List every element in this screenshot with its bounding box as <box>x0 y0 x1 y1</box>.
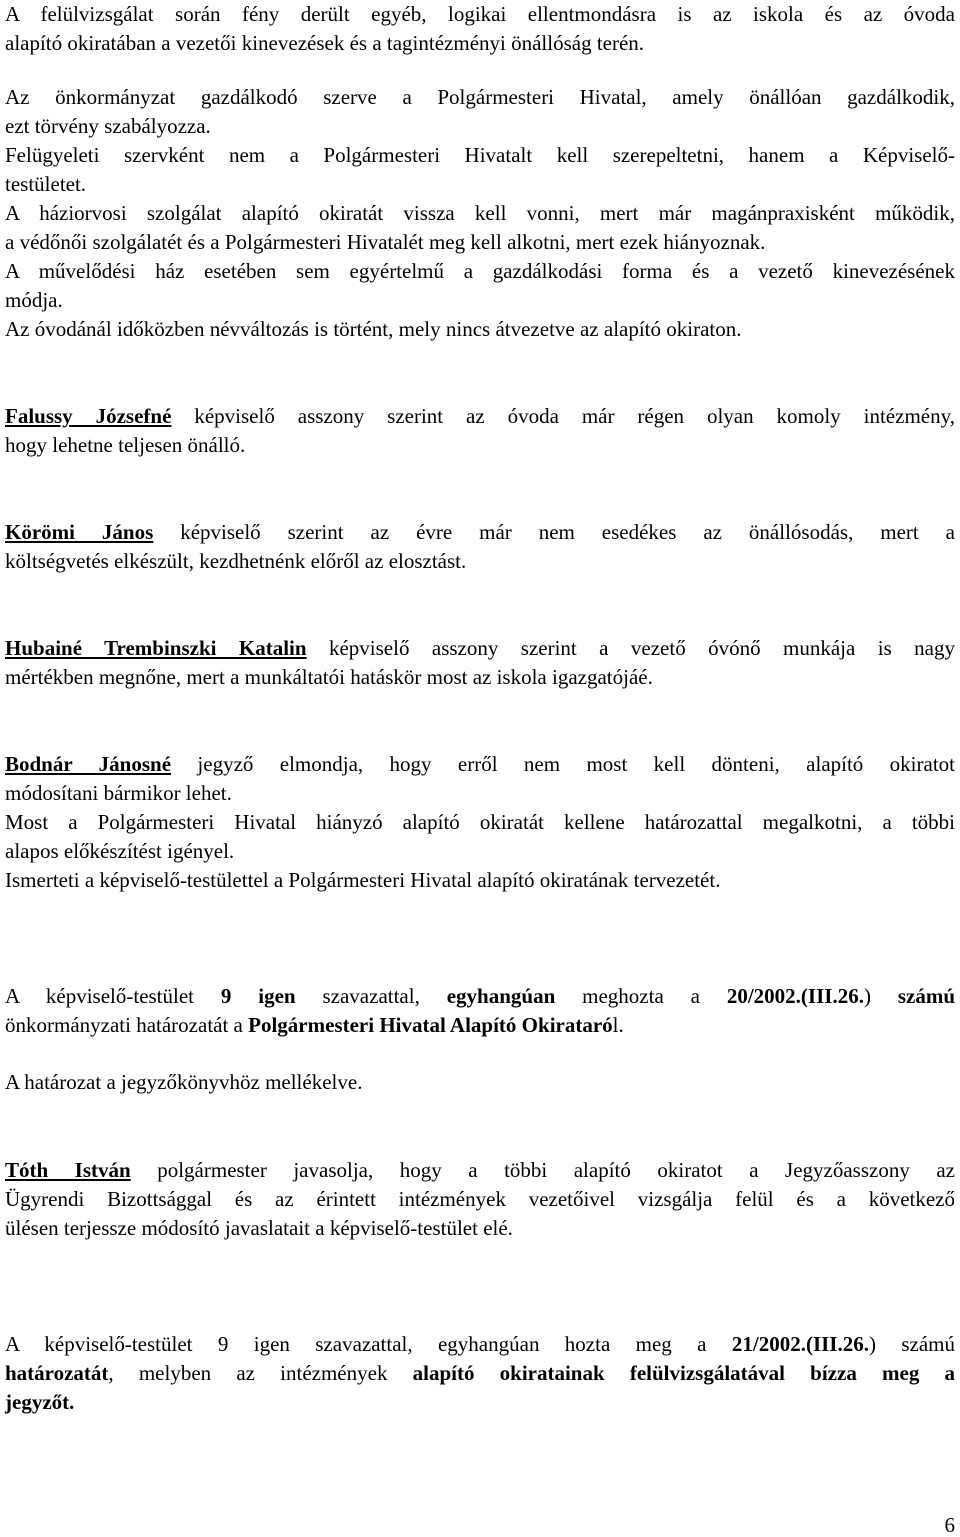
decision-2-line <box>5 1359 955 1388</box>
decision-bold: 9 igen <box>220 984 296 1008</box>
annex-note: A határozat a jegyzőkönyvhöz mellékelve. <box>5 1070 363 1094</box>
paragraph-text: jegyző elmondja, hogy erről nem most kell dönteni, alapító okiratot <box>171 752 955 776</box>
text-line: A művelődési ház esetében sem egyértelmű a gazdálkodási forma és a vezető kinevezésének <box>5 259 955 283</box>
paragraph-bodnar-line: Ismerteti a képviselő-testülettel a Polgármesteri Hivatal alapító okiratának tervezetét. <box>5 868 721 892</box>
text-line: a védőnői szolgálatét és a Polgármesteri Hivatalét meg kell alkotni, mert ezek hiányoznak. <box>5 230 766 254</box>
paragraph-text: képviselő asszony szerint a vezető óvónő munkája is nagy <box>306 636 955 660</box>
paragraph-toth-line: Ügyrendi Bizottsággal és az érintett intézmények vezetőivel vizsgálja felül és a következő <box>5 1187 955 1211</box>
decision-bold: jegyzőt. <box>5 1390 75 1414</box>
decision-bold: számú <box>897 984 955 1008</box>
paragraph-text: polgármester javasolja, hogy a többi alapító okiratot a Jegyzőasszony az <box>130 1158 955 1182</box>
decision-1-line <box>5 1011 955 1040</box>
decision-number: 20/2002.(III.26. <box>726 984 864 1008</box>
paragraph-koromi-line: költségvetés elkészült, kezdhetnénk előről az elosztást. <box>5 549 467 573</box>
paragraph-koromi-line <box>5 518 955 547</box>
decision-bold: Polgármesteri Hivatal Alapító Okirataró <box>248 1013 613 1037</box>
text-line: A felülvizsgálat során fény derült egyéb, logikai ellentmondásra is az iskola és az óvoda <box>5 2 955 26</box>
text-line: Felügyeleti szervként nem a Polgármesteri Hivatalt kell szerepeltetni, hanem a Képviselő- <box>5 143 955 167</box>
text-line: alapító okiratában a vezetői kinevezések és a tagintézményi önállóság terén. <box>5 31 645 55</box>
paragraph-toth-line: ülésen terjessze módosító javaslatait a képviselő-testület elé. <box>5 1216 513 1240</box>
speaker-name: Falussy Józsefné <box>5 404 172 428</box>
text-line: Az óvodánál időközben névváltozás is történt, mely nincs átvezetve az alapító okiraton. <box>5 317 742 341</box>
paragraph-bodnar-line: módosítani bármikor lehet. <box>5 781 232 805</box>
paragraph-falussy-line <box>5 402 955 431</box>
speaker-name: Tóth István <box>5 1158 131 1182</box>
decision-bold: egyhangúan <box>446 984 556 1008</box>
text-line: A háziorvosi szolgálat alapító okiratát vissza kell vonni, mert már magánpraxisként működik, <box>5 201 955 225</box>
decision-bold: határozatát <box>5 1361 109 1385</box>
speaker-name: Hubainé Trembinszki Katalin <box>5 636 307 660</box>
text-line: Az önkormányzat gazdálkodó szerve a Polgármesteri Hivatal, amely önállóan gazdálkodik, <box>5 85 955 109</box>
text-line: módja. <box>5 288 63 312</box>
decision-text: A képviselő-testület 9 igen szavazattal, egyhangúan hozta meg a <box>5 1332 732 1356</box>
decision-bold: alapító okiratainak felülvizsgálatával bízza meg a <box>412 1361 955 1385</box>
decision-text: szavazattal, <box>295 984 447 1008</box>
decision-text: ) <box>863 984 898 1008</box>
decision-text: ) számú <box>868 1332 955 1356</box>
decision-number: 21/2002.(III.26. <box>731 1332 869 1356</box>
paragraph-toth-line <box>5 1156 955 1185</box>
paragraph-hubaine-line <box>5 634 955 663</box>
decision-text: , melyben az intézmények <box>108 1361 413 1385</box>
text-line: ezt törvény szabályozza. <box>5 114 211 138</box>
paragraph-falussy-line: hogy lehetne teljesen önálló. <box>5 433 246 457</box>
decision-text: A képviselő-testület <box>5 984 221 1008</box>
decision-1-line <box>5 982 955 1011</box>
decision-text: meghozta a <box>555 984 727 1008</box>
paragraph-bodnar-line <box>5 750 955 779</box>
page-number: 6 <box>944 1513 955 1537</box>
decision-2-line <box>5 1330 955 1359</box>
speaker-name: Körömi János <box>5 520 154 544</box>
paragraph-text: képviselő asszony szerint az óvoda már régen olyan komoly intézmény, <box>171 404 955 428</box>
decision-2-line <box>5 1388 955 1417</box>
paragraph-bodnar-line: alapos előkészítést igényel. <box>5 839 235 863</box>
text-line: testületet. <box>5 172 87 196</box>
paragraph-hubaine-line: mértékben megnőne, mert a munkáltatói hatáskör most az iskola igazgatójáé. <box>5 665 653 689</box>
decision-text: önkormányzati határozatát a <box>5 1013 249 1037</box>
paragraph-bodnar-line: Most a Polgármesteri Hivatal hiányzó alapító okiratát kellene határozattal megalkotni, a többi <box>5 810 955 834</box>
speaker-name: Bodnár Jánosné <box>5 752 172 776</box>
decision-text: l. <box>612 1013 624 1037</box>
paragraph-text: képviselő szerint az évre már nem esedékes az önállósodás, mert a <box>153 520 955 544</box>
